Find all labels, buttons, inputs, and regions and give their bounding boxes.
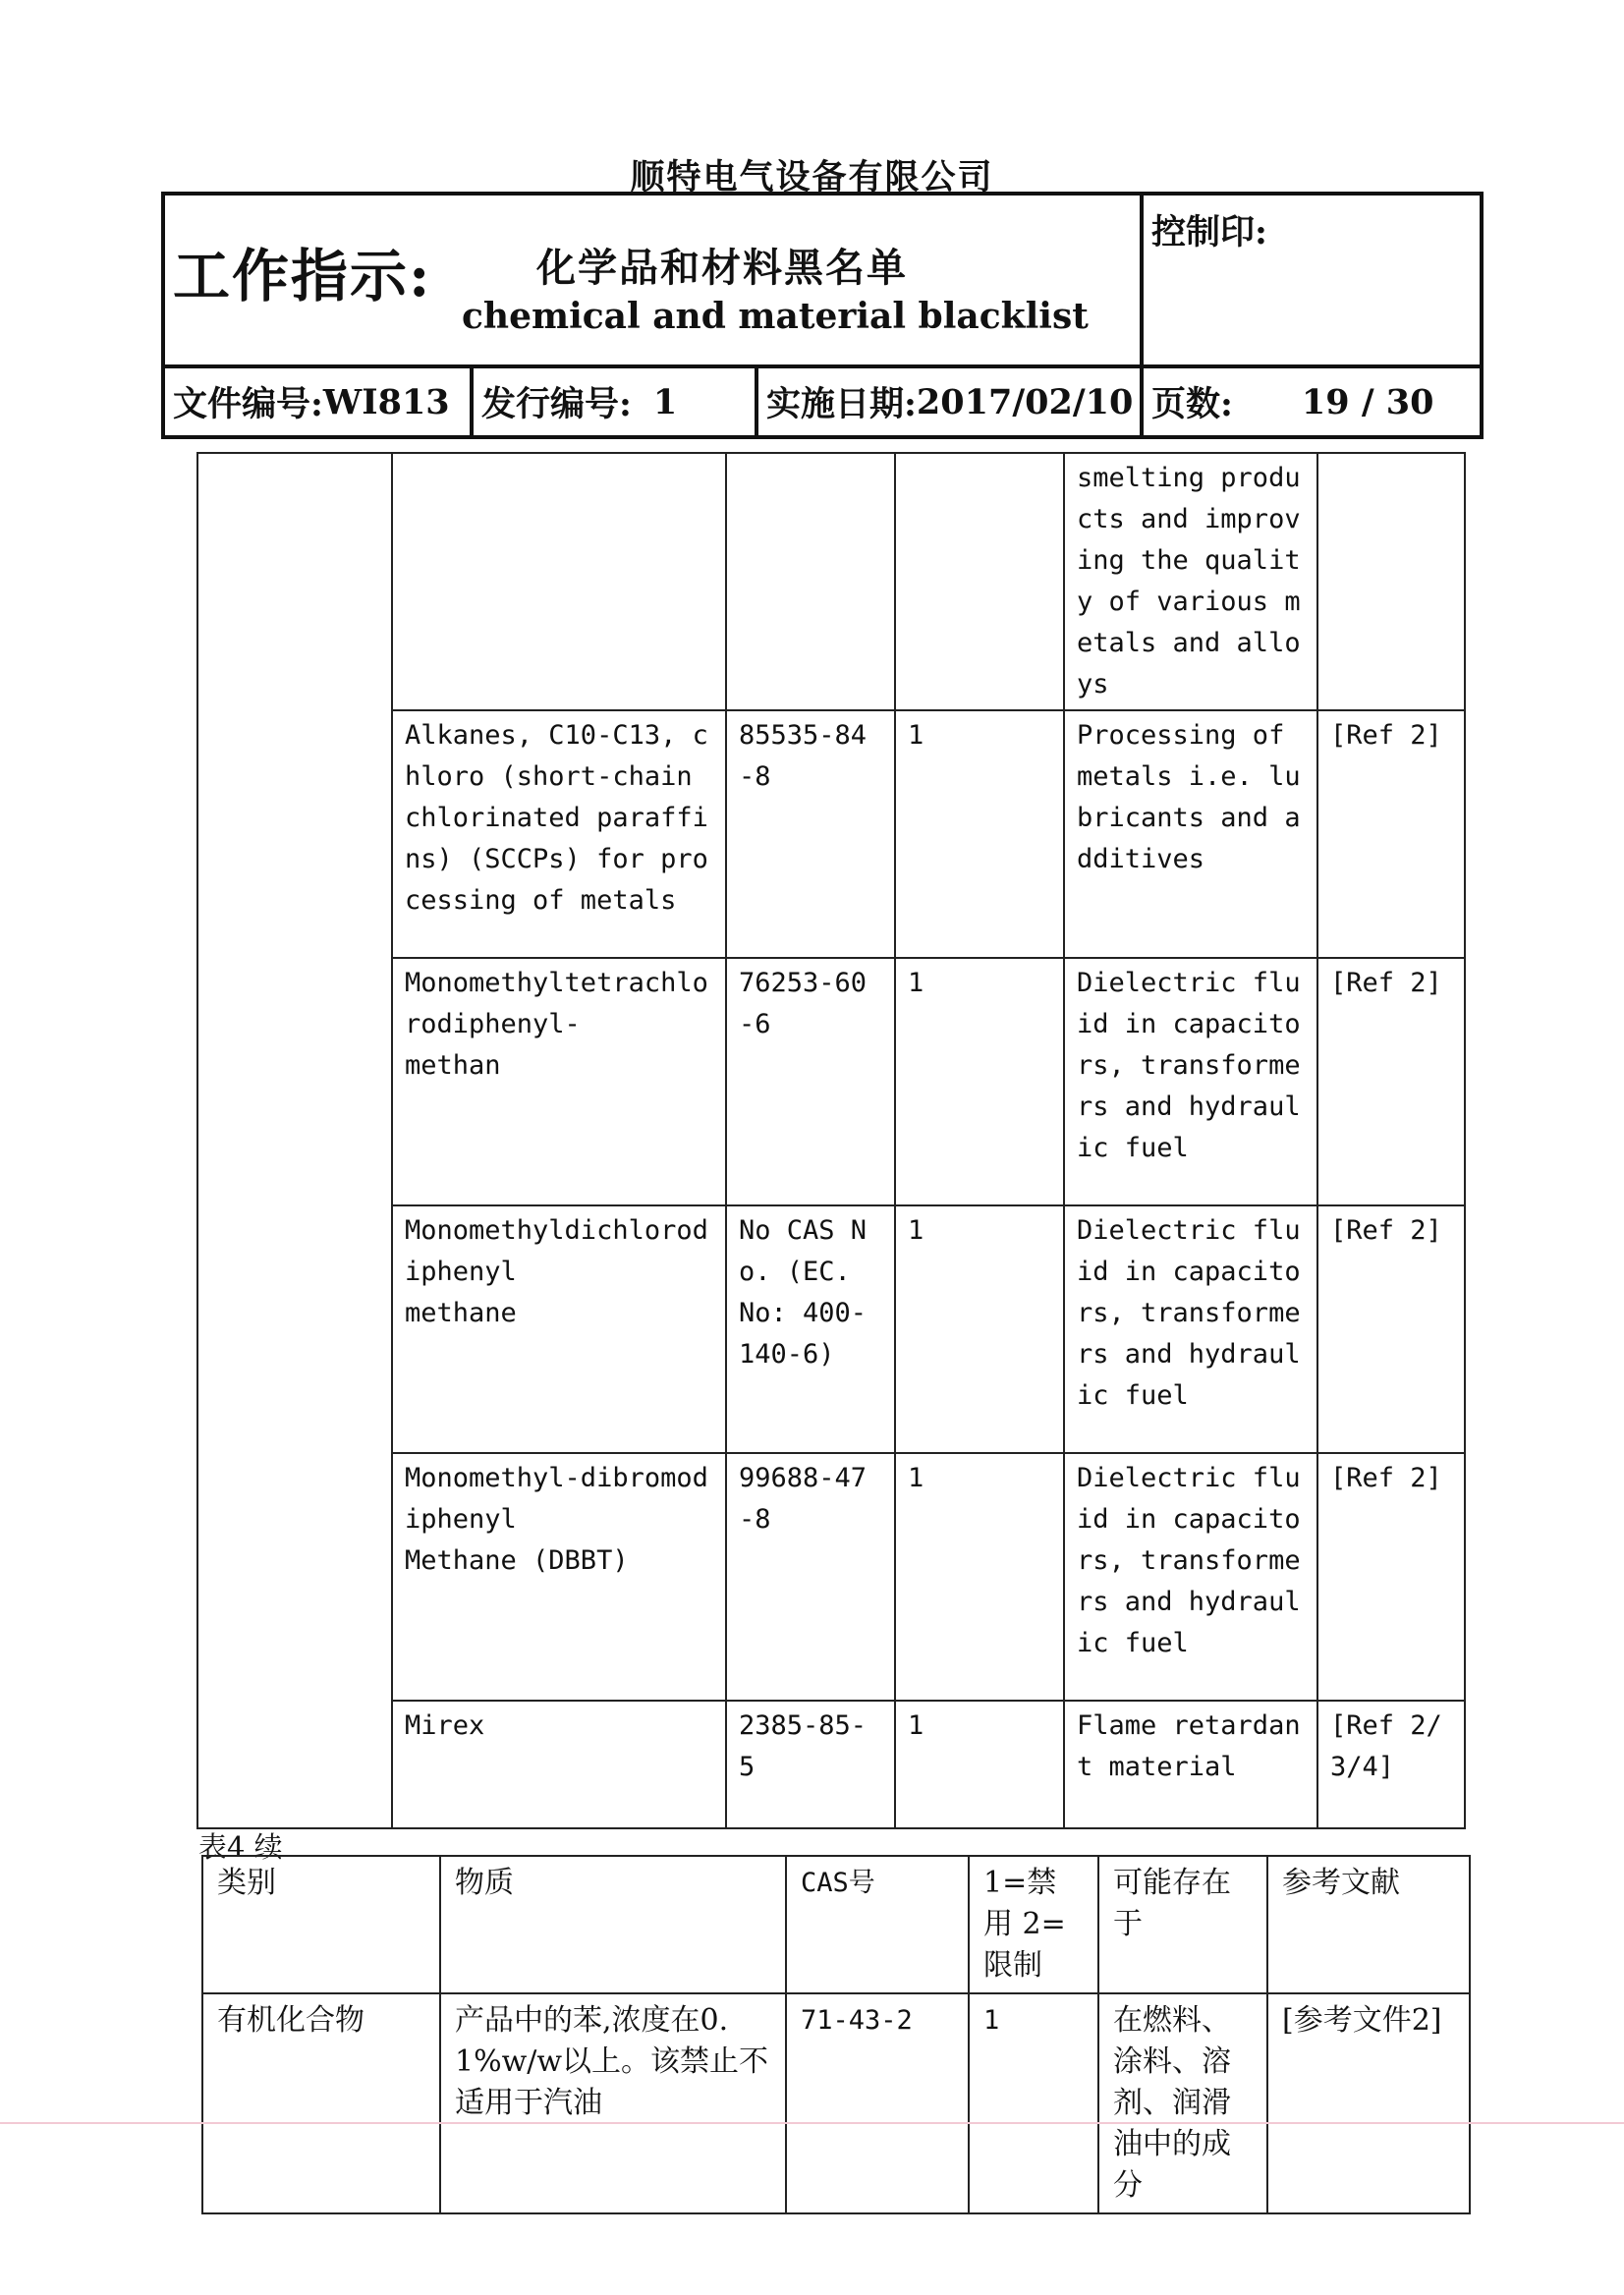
use-cell: Dielectric fluid in capacitors, transformers and hydraulic fuel [1064, 1205, 1317, 1453]
effective-date-label: 实施日期: [766, 384, 917, 424]
code-cell: 1 [895, 1453, 1064, 1701]
use-cell: Flame retardant material [1064, 1701, 1317, 1828]
header-category: 类别 [202, 1856, 440, 1993]
control-stamp-box [1140, 192, 1484, 368]
document-title-en: chemical and material blacklist [462, 296, 1089, 337]
ref-cell: [Ref 2] [1317, 1453, 1465, 1701]
ref-cell: [参考文件2] [1267, 1993, 1470, 2213]
code-cell: 1 [895, 958, 1064, 1205]
category-cell [197, 453, 392, 710]
page-count-label: 页数: [1151, 384, 1233, 424]
table4 [201, 1855, 1471, 2214]
header-code: 1=禁用 2=限制 [969, 1856, 1098, 1993]
effective-date-value: 2017/02/10 [916, 381, 1134, 422]
table-row [197, 1205, 1465, 1453]
table-row [197, 1701, 1465, 1828]
use-cell: Dielectric fluid in capacitors, transformers and hydraulic fuel [1064, 1453, 1317, 1701]
header-substance: 物质 [440, 1856, 786, 1993]
code-cell: 1 [895, 1701, 1064, 1828]
category-cell [197, 1205, 392, 1453]
category-cell [197, 1701, 392, 1828]
ref-cell [1317, 453, 1465, 710]
doc-number-cell [165, 368, 474, 435]
code-cell [895, 453, 1064, 710]
header-ref: 参考文献 [1267, 1856, 1470, 1993]
code-cell: 1 [969, 1993, 1098, 2213]
substance-cell: Monomethyldichlorodiphenyl methane [392, 1205, 726, 1453]
cas-cell: No CAS No. (EC. No: 400-140-6) [726, 1205, 895, 1453]
category-cell [197, 958, 392, 1205]
header-cas: CAS号 [786, 1856, 969, 1993]
table-row [197, 958, 1465, 1205]
control-stamp-label: 控制印: [1151, 212, 1267, 252]
page-count-value: 19 / 30 [1301, 381, 1434, 422]
code-cell: 1 [895, 710, 1064, 958]
header-use: 可能存在于 [1098, 1856, 1267, 1993]
use-cell: smelting products and improving the quality of various metals and alloys [1064, 453, 1317, 710]
page-edge-line [0, 2122, 1624, 2124]
substance-cell: Monomethyltetrachlorodiphenyl- methan [392, 958, 726, 1205]
substance-cell: 产品中的苯,浓度在0.1%w/w以上。该禁止不适用于汽油 [440, 1993, 786, 2213]
ref-cell: [Ref 2] [1317, 710, 1465, 958]
use-cell: Processing of metals i.e. lubricants and additives [1064, 710, 1317, 958]
doc-number-label: 文件编号: [173, 384, 323, 424]
category-cell: 有机化合物 [202, 1993, 440, 2213]
document-title-cn: 化学品和材料黑名单 [536, 245, 908, 291]
table-row [197, 710, 1465, 958]
cas-cell [726, 453, 895, 710]
substance-cell: Monomethyl-dibromodiphenyl Methane (DBBT) [392, 1453, 726, 1701]
code-cell: 1 [895, 1205, 1064, 1453]
title-block [161, 192, 1144, 368]
substance-cell: Alkanes, C10-C13, chloro (short-chain chlorinated paraffins) (SCCPs) for processing of metals [392, 710, 726, 958]
issue-number-label: 发行编号: [481, 384, 632, 424]
use-cell: 在燃料、涂料、溶剂、润滑油中的成分 [1098, 1993, 1267, 2213]
doc-number-value: WI813 [322, 381, 450, 422]
work-instruction-label: 工作指示: [173, 243, 432, 309]
table-row [197, 1453, 1465, 1701]
substance-cell: Mirex [392, 1701, 726, 1828]
page-count-cell [1144, 368, 1480, 435]
document-meta-row [161, 364, 1484, 439]
table-row [197, 453, 1465, 710]
issue-number-cell [474, 368, 758, 435]
category-cell [197, 1453, 392, 1701]
table-header-row [202, 1856, 1470, 1993]
substance-cell [392, 453, 726, 710]
table4-caption: 表4 续 [198, 1830, 283, 1864]
category-cell [197, 710, 392, 958]
cas-cell: 2385-85-5 [726, 1701, 895, 1828]
use-cell: Dielectric fluid in capacitors, transformers and hydraulic fuel [1064, 958, 1317, 1205]
cas-cell: 85535-84-8 [726, 710, 895, 958]
cas-cell: 71-43-2 [786, 1993, 969, 2213]
ref-cell: [Ref 2/3/4] [1317, 1701, 1465, 1828]
effective-date-cell [758, 368, 1144, 435]
company-name: 顺特电气设备有限公司 [630, 157, 994, 197]
ref-cell: [Ref 2] [1317, 1205, 1465, 1453]
issue-number-value: 1 [652, 381, 678, 422]
table-row [202, 1993, 1470, 2213]
cas-cell: 99688-47-8 [726, 1453, 895, 1701]
cas-cell: 76253-60-6 [726, 958, 895, 1205]
blacklist-continued-table [196, 452, 1466, 1829]
ref-cell: [Ref 2] [1317, 958, 1465, 1205]
